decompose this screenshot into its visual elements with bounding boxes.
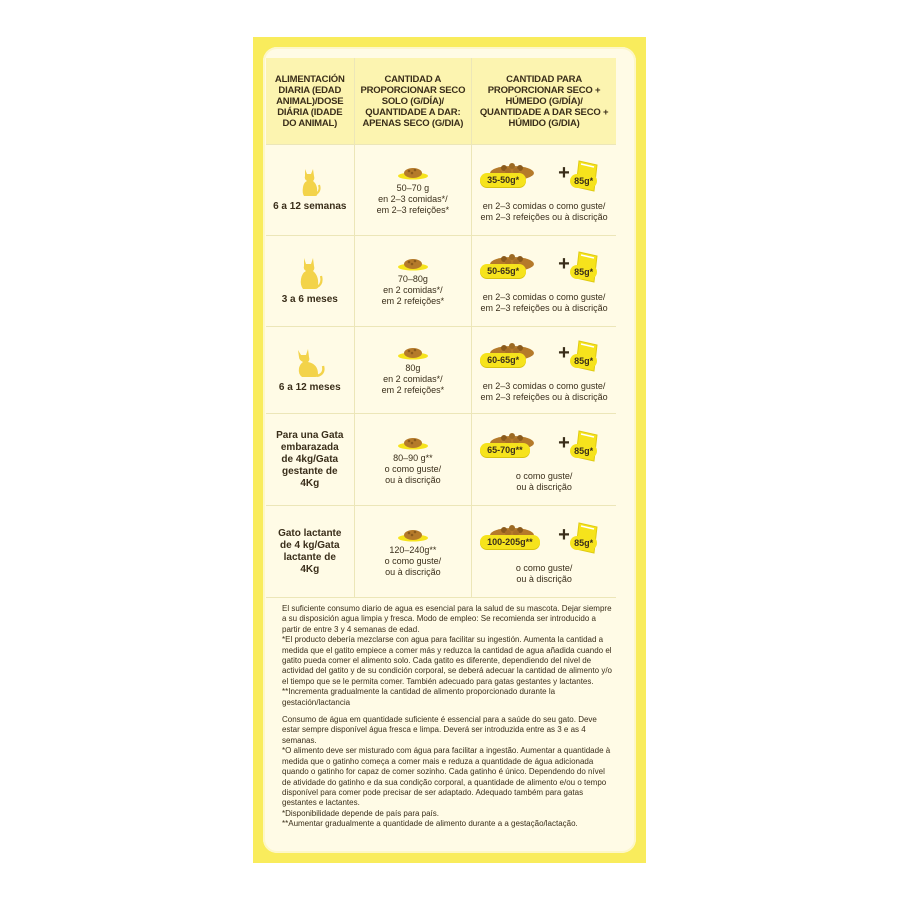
mix-wet-amount: 85g* xyxy=(570,444,597,458)
adult-cat-sitting-icon xyxy=(294,346,326,378)
dry-wet-cell xyxy=(472,145,616,236)
feeding-table xyxy=(266,58,616,598)
age-label: 6 a 12 meses xyxy=(278,382,341,393)
mix-wet-amount: 85g* xyxy=(570,354,597,368)
dry-plus-wet-graphic xyxy=(474,519,614,559)
mix-wet-amount: 85g* xyxy=(570,174,597,188)
age-cell xyxy=(266,236,354,327)
header-age: ALIMENTACIÓN DIARIA (EDAD ANIMAL)/DOSE DIÁRIA (IDADE DO ANIMAL) xyxy=(266,58,354,145)
table-row xyxy=(266,414,616,506)
mix-instructions: en 2–3 comidas o como guste/ em 2–3 refeições ou à discrição xyxy=(480,381,608,402)
kitten-sitting-icon xyxy=(299,167,321,197)
dry-amount: 50–70 g en 2–3 comidas*/ em 2–3 refeições* xyxy=(376,183,450,215)
table-row xyxy=(266,145,616,236)
notes-spanish: El suficiente consumo diario de agua es esencial para la salud de su mascota. Dejar siempre a su disposición agua limpia y fresca. Modo de empleo: Se recomienda ser introducido a partir de entre 3 y 4 semanas de edad. *El producto debería mezclarse con agua para facilitar su ingestión. Aumenta la cantidad a medida que el gatito empiece a comer más y reduzca la cantidad de agua añadida cuando el gatito pueda comer el alimento solo. Cada gatito es diferente, dependiendo del nivel de actividad del gatito y de su condición corporal, se deberá adecuar la cantidad de alimento y/o el tiempo que se le permita comer. También adecuado para gatas gestantes y lactantes. **Incrementa gradualmente la cantidad de alimento proporcionado durante la gestación/lactancia xyxy=(282,604,612,707)
dry-only-cell xyxy=(354,506,472,598)
dry-food-bowl-icon xyxy=(396,344,430,360)
dry-food-bowl-icon xyxy=(396,164,430,180)
dry-plus-wet-graphic xyxy=(474,248,614,288)
table-row xyxy=(266,236,616,327)
young-cat-sitting-icon xyxy=(297,256,323,290)
dry-food-bowl-icon xyxy=(396,526,430,542)
table-row xyxy=(266,506,616,598)
header-dry-wet: CANTIDAD PARA PROPORCIONAR SECO + HÚMEDO (G/DÍA)/ QUANTIDADE A DAR SECO + HÚMIDO (G/DIA) xyxy=(472,58,616,145)
mix-dry-amount: 100-205g** xyxy=(480,535,540,549)
mix-wet-amount: 85g* xyxy=(570,536,597,550)
mix-instructions: en 2–3 comidas o como guste/ em 2–3 refeições ou à discrição xyxy=(480,292,608,313)
notes-section xyxy=(282,604,614,837)
age-label: Para una Gata embarazada de 4kg/Gata gestante de 4Kg xyxy=(276,429,344,489)
dry-amount: 80–90 g** o como guste/ ou à discrição xyxy=(384,452,442,485)
mix-wet-amount: 85g* xyxy=(570,265,597,279)
dry-plus-wet-graphic xyxy=(474,157,614,197)
mix-instructions: o como guste/ ou à discrição xyxy=(515,470,573,492)
mix-instructions: en 2–3 comidas o como guste/ em 2–3 refeições ou à discrição xyxy=(480,201,608,222)
mix-dry-amount: 60-65g* xyxy=(480,353,526,367)
plus-icon: + xyxy=(558,162,570,184)
dry-plus-wet-graphic xyxy=(474,427,614,467)
age-label: Gato lactante de 4 kg/Gata lactante de 4Kg xyxy=(278,527,342,575)
dry-only-cell xyxy=(354,145,472,236)
dry-wet-cell xyxy=(472,414,616,506)
dry-food-bowl-icon xyxy=(396,255,430,271)
age-cell xyxy=(266,327,354,414)
dry-amount: 80g en 2 comidas*/ em 2 refeições* xyxy=(381,363,445,395)
mix-instructions: o como guste/ ou à discrição xyxy=(515,562,573,584)
age-label: 6 a 12 semanas xyxy=(273,201,347,212)
dry-plus-wet-graphic xyxy=(474,337,614,377)
dry-only-cell xyxy=(354,327,472,414)
plus-icon: + xyxy=(558,253,570,275)
dry-wet-cell xyxy=(472,506,616,598)
header-dry-only: CANTIDAD A PROPORCIONAR SECO SOLO (G/DÍA)/ QUANTIDADE A DAR: APENAS SECO (G/DIA) xyxy=(354,58,472,145)
dry-food-bowl-icon xyxy=(396,434,430,450)
table-header-row xyxy=(266,58,616,145)
dry-wet-cell xyxy=(472,236,616,327)
plus-icon: + xyxy=(558,523,570,546)
dry-wet-cell xyxy=(472,327,616,414)
mix-dry-amount: 35-50g* xyxy=(480,173,526,187)
dry-amount: 120–240g** o como guste/ ou à discrição xyxy=(384,544,442,577)
age-cell xyxy=(266,506,354,598)
mix-dry-amount: 50-65g* xyxy=(480,264,526,278)
table-row xyxy=(266,327,616,414)
dry-only-cell xyxy=(354,236,472,327)
notes-portuguese: Consumo de água em quantidade suficiente é essencial para a saúde do seu gato. Deve estar sempre disponível água fresca e limpa. Deverá ser introduzida entre as 3 e as 4 semanas. *O alimento deve ser misturado com água para facilitar a ingestão. Aumentar a quantidade à medida que o gatinho começa a comer mais e reduza a quantidade de água adicionada quando o gatinho for capaz de comer sozinho. Cada gatinho é único. Dependendo do nível de atividade do gatinho e da sua condição corporal, a quantidade de alimento e/ou o tempo disponível para comer pode precisar de ser adaptado. Adequado também para gatas gestantes e lactantes. *Disponibilidade depende de país para país. **Aumentar gradualmente a quantidade de alimento durante a a gestação/lactação. xyxy=(282,715,611,829)
age-label: 3 a 6 meses xyxy=(281,294,338,305)
plus-icon: + xyxy=(558,431,570,454)
age-cell xyxy=(266,414,354,506)
age-cell xyxy=(266,145,354,236)
plus-icon: + xyxy=(558,342,570,364)
dry-only-cell xyxy=(354,414,472,506)
mix-dry-amount: 65-70g** xyxy=(480,443,530,457)
dry-amount: 70–80g en 2 comidas*/ em 2 refeições* xyxy=(381,274,445,306)
